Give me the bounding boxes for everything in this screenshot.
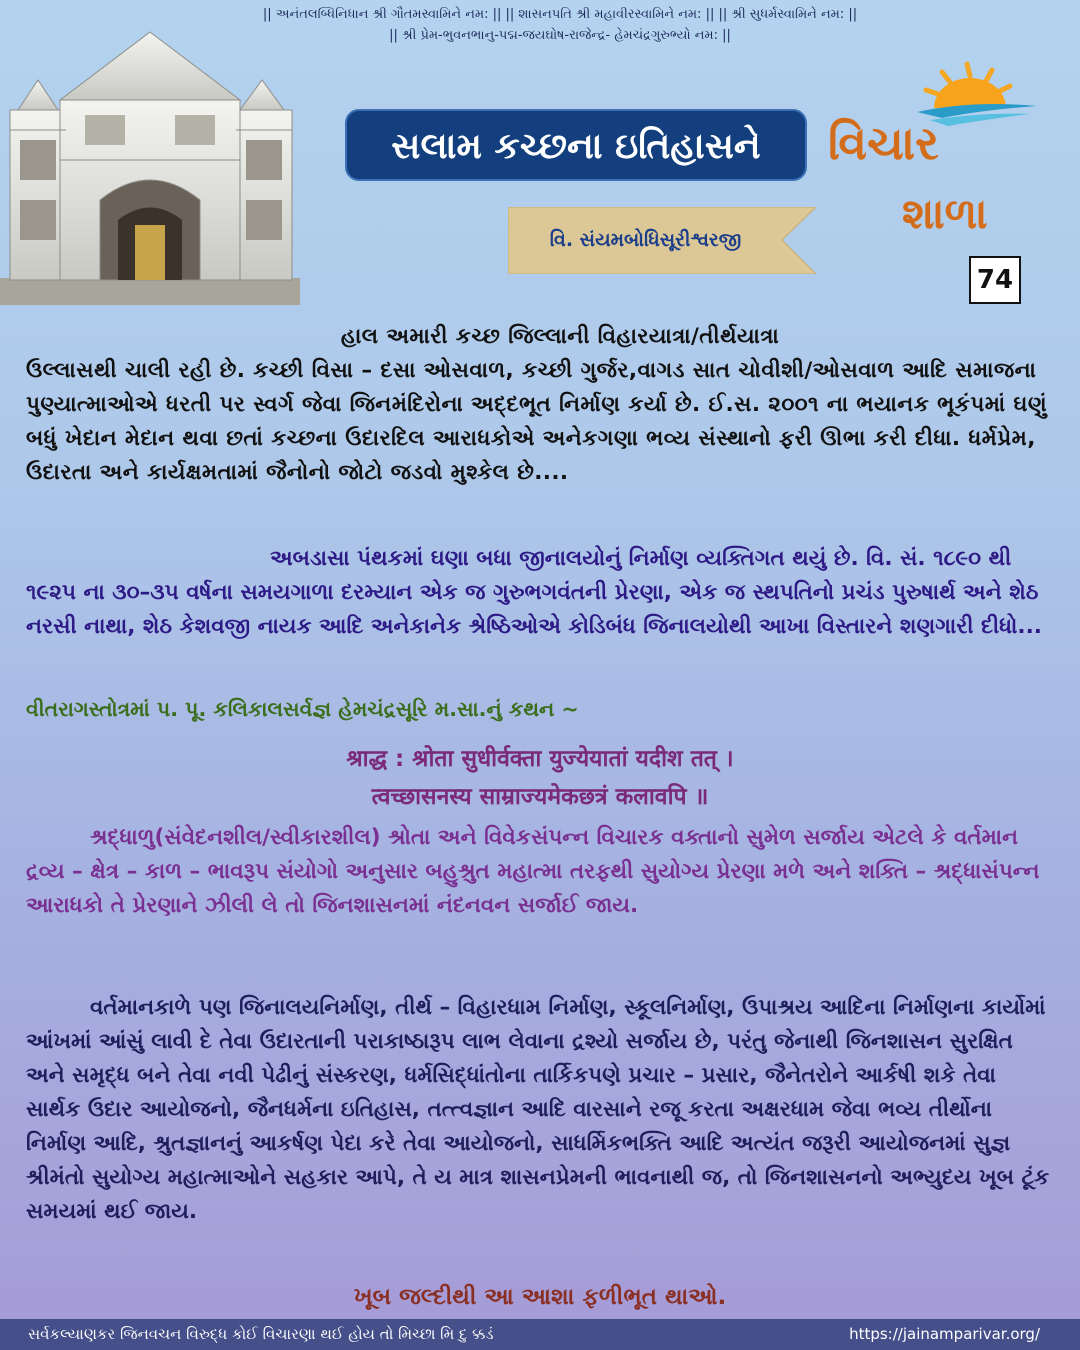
quote-intro: વીતરાગસ્તોત્રમાં પ. પૂ. કલિકાલસર્વજ્ઞ હેમચંદ્રસૂરિ મ.સા.નું કથન ~: [26, 697, 579, 721]
paragraph-intro-first-line: હાલ અમારી કચ્છ જિલ્લાની વિહારયાત્રા/તીર્થયાત્રા: [340, 324, 780, 349]
issue-number: 74: [969, 256, 1021, 304]
brand-word-shala: શાળા: [902, 189, 988, 238]
brand-word-vichar: વિચાર: [828, 116, 939, 170]
closing-wish: ખૂબ જલ્દીથી આ આશા ફળીભૂત થાઓ.: [353, 1284, 727, 1310]
author-ribbon: [508, 207, 816, 274]
author-name: વિ. સંયમબોધિસૂરીશ્વરજી: [549, 229, 742, 251]
paragraph-present-times: [26, 991, 1054, 1229]
paragraph-present-times-text: વર્તમાનકાળે પણ જિનાલયનિર્માણ, તીર્થ – વિહારધામ નિર્માણ, સ્કૂલનિર્માણ, ઉપાશ્રય આદિના નિર્માણના કાર્યોમાં આંખમાં આંસું લાવી દે તેવા ઉદારતાની પરાકાષ્ઠારૂપ લાભ લેવાના દ્રશ્યો સર્જાય છે, પરંતુ જેનાથી જિનશાસન સુરક્ષિત અને સમૃદ્ધ બને તેવા નવી પેઢીનું સંસ્કરણ, ધર્મસિદ્ધાંતોના તાર્કિકપણે પ્રચાર – પ્રસાર, જૈનેતરોને આર્કષી શકે તેવા સાર્થક ઉદાર આયોજનો, જૈનધર્મના ઇતિહાસ, તત્ત્વજ્ઞાન આદિ વારસાને રજૂ કરતા અક્ષરધામ જેવા ભવ્ય તીર્થોના નિર્માણ આદિ, શ્રુતજ્ઞાનનું આકર્ષણ પેદા કરે તેવા આયોજનો, સાધર્મિકભક્તિ આદિ અત્યંત જરૂરી આયોજનમાં સુજ્ઞ શ્રીમંતો સુયોગ્ય મહાત્માઓને સહકાર આપે, તે ય માત્ર શાસનપ્રેમની ભાવનાથી જ, તો જિનશાસનનો અભ્યુદય ખૂબ ટૂંક સમયમાં થઈ જાય.: [26, 995, 1050, 1224]
footer-disclaimer: સર્વકલ્યાણકર જિનવચન વિરુદ્ધ કોઈ વિચારણા થઈ હોય તો મિચ્છા મિ દુ ક્કડં: [28, 1325, 494, 1343]
website-link[interactable]: https://jainamparivar.org/: [849, 1325, 1040, 1343]
paragraph-abdasa: [26, 542, 1054, 644]
paragraph-shraddha: [26, 821, 1054, 923]
verse-line-2: त्वच्छासनस्य साम्राज्यमेकछत्रं कलावपि ॥: [371, 784, 709, 810]
paragraph-intro: [26, 320, 1054, 490]
sanskrit-verse: [0, 740, 1080, 816]
paragraph-intro-body: ઉલ્લાસથી ચાલી રહી છે. કચ્છી વિસા – દસા ઓસવાળ, કચ્છી ગુર્જર,વાગડ સાત ચોવીશી/ઓસવાળ આદિ સમાજના પુણ્યાત્માઓએ ધરતી પર સ્વર્ગ જેવા જિનમંદિરોના અદ્દભૂત નિર્માણ કર્યા છે. ઈ.સ. ૨૦૦૧ ના ભયાનક ભૂકંપમાં ઘણું બધું ખેદાન મેદાન થવા છતાં કચ્છના ઉદારદિલ આરાધકોએ અનેકગણા ભવ્ય સંસ્થાનો ફરી ઊભા કરી દીધા. ધર્મપ્રેમ, ઉદારતા અને કાર્યક્ષમતામાં જૈનોનો જોટો જડવો મુશ્કેલ છે....: [26, 358, 1048, 485]
blessing-line-1: || અનંતલબ્ધિનિધાન શ્રી ગૌતમસ્વામિને નમ: || || શાસનપતિ શ્રી મહાવીરસ્વામિને નમ: || || શ્રી સુધર્મસ્વામિને નમ: ||: [262, 7, 858, 22]
footer-bar: [0, 1319, 1080, 1350]
paragraph-abdasa-text: અબડાસા પંથકમાં ઘણા બધા જીનાલયોનું નિર્માણ વ્યક્તિગત થયું છે. વિ. સં. ૧૮૯૦ થી ૧૯૨૫ ના ૩૦–૩૫ વર્ષના સમયગાળા દરમ્યાન એક જ ગુરુભગવંતની પ્રેરણા, એક જ સ્થપતિનો પ્રચંડ પુરુષાર્થ અને શેઠ નરસી નાથા, શેઠ કેશવજી નાયક આદિ અનેકાનેક શ્રેષ્ઠિઓએ કોડિબંધ જિનાલયોથી આખા વિસ્તારને શણગારી દીધો...: [26, 546, 1042, 639]
verse-line-1: श्राद्ध : श्रोता सुधीर्वक्ता युज्येयातां यदीश तत् ।: [346, 746, 734, 772]
paragraph-shraddha-text: શ્રદ્ધાળુ(સંવેદનશીલ/સ્વીકારશીલ) શ્રોતા અને વિવેકસંપન્ન વિચારક વક્તાનો સુમેળ સર્જાય એટલે કે વર્તમાન દ્રવ્ય – ક્ષેત્ર – કાળ – ભાવરૂપ સંયોગો અનુસાર બહુશ્રુત મહાત્મા તરફથી સુયોગ્ય પ્રેરણા મળે અને શક્તિ – શ્રદ્ધાસંપન્ન આરાધકો તે પ્રેરણાને ઝીલી લે તો જિનશાસનમાં નંદનવન સર્જાઈ જાય.: [26, 825, 1040, 918]
temple-illustration: [0, 20, 300, 305]
page-title: સલામ કચ્છના ઇતિહાસને: [345, 109, 807, 181]
blessing-line-2: || શ્રી પ્રેમ-ભુવનભાનુ-પદ્મ-જયઘોષ-રાજેન્દ્ર- હેમચંદ્રગુરુભ્યો નમ: ||: [389, 28, 731, 43]
